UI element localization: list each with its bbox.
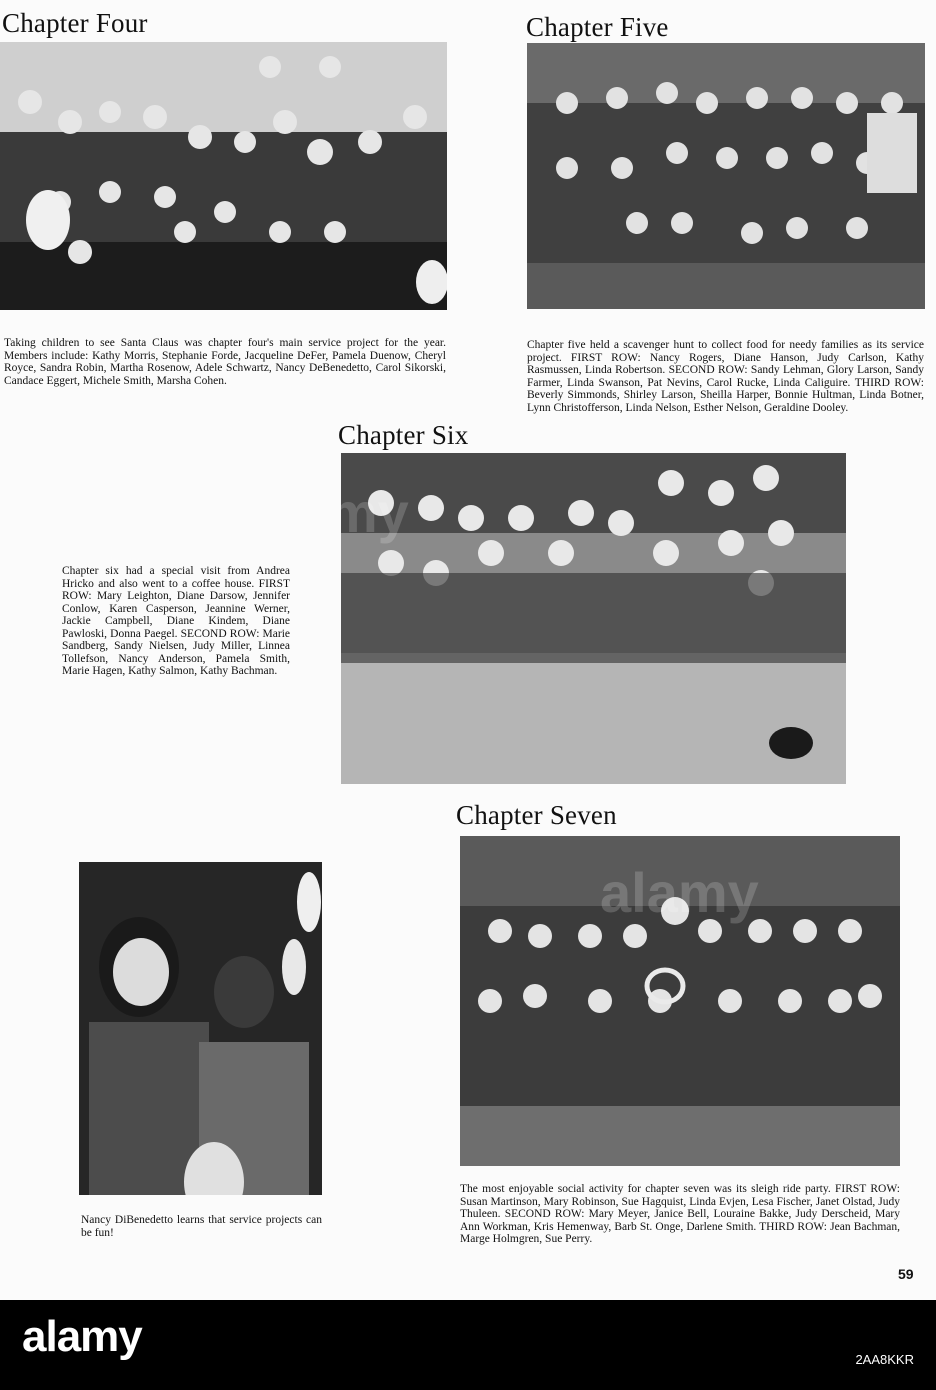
chapter-four-caption: Taking children to see Santa Claus was chapter four's main service project for the year. Members include: Kathy Morris, Stephanie Forde, Jacqueline DeFer, Pamela Duenow, Cheryl Royce, Sandra Robin, Martha Rosenow, Adele Schwartz, Nancy DeBenedetto, Carol Sikorski, Candace Eggert, Michele Smith, Marsha Cohen. (4, 337, 446, 387)
chapter-seven-heading: Chapter Seven (456, 800, 617, 830)
chapter-five-heading: Chapter Five (526, 12, 669, 42)
chapter-six-photo (341, 453, 846, 784)
image-id: 2AA8KKR (855, 1352, 914, 1367)
chapter-five-caption: Chapter five held a scavenger hunt to collect food for needy families as its service project. FIRST ROW: Nancy Rogers, Diane Hanson, Judy Carlson, Kathy Rasmussen, Linda Robertson. SECOND ROW: Sandy Lehman, Glory Larson, Sandy Farmer, Linda Swanson, Pat Nevins, Carol Rucke, Linda Caliguire. THIRD ROW: Beverly Simmonds, Shirley Larson, Sheilla Harper, Bonnie Hultman, Linda Botner, Lynn Christofferson, Linda Nelson, Esther Nelson, Geraldine Dooley. (527, 339, 924, 414)
chapter-five-photo (527, 43, 925, 309)
chapter-seven-photo (460, 836, 900, 1166)
nancy-caption: Nancy DiBenedetto learns that service projects can be fun! (81, 1214, 322, 1239)
chapter-four-heading: Chapter Four (2, 8, 148, 38)
chapter-four-photo (0, 42, 447, 310)
chapter-seven-caption: The most enjoyable social activity for chapter seven was its sleigh ride party. FIRST ROW: Susan Martinson, Mary Robinson, Sue Hagquist, Linda Evjen, Lesa Fischer, Janet Olstad, Judy Thuleen. SECOND ROW: Mary Meyer, Janice Bell, Louraine Bakke, Judy Derscheid, Mary Ann Workman, Kris Hemenway, Barb St. Onge, Darlene Smith. THIRD ROW: Jean Bachman, Marge Holmgren, Sue Perry. (460, 1183, 900, 1245)
watermark-logo: alamy (250, 481, 409, 544)
nancy-photo (79, 862, 322, 1195)
page-number: 59 (898, 1266, 914, 1282)
chapter-six-caption: Chapter six had a special visit from Andrea Hricko and also went to a coffee house. FIRST ROW: Mary Leighton, Diane Darsow, Jennifer Conlow, Karen Casperson, Jeannine Werner, Jackie Campbell, Diane Kindem, Diane Pawloski, Donna Paegel. SECOND ROW: Marie Sandberg, Sandy Nielsen, Judy Miller, Linnea Tollefson, Nancy Anderson, Pamela Smith, Marie Hagen, Kathy Salmon, Kathy Bachman. (62, 565, 290, 677)
chapter-six-heading: Chapter Six (338, 420, 469, 450)
alamy-logo[interactable]: alamy (22, 1312, 142, 1361)
